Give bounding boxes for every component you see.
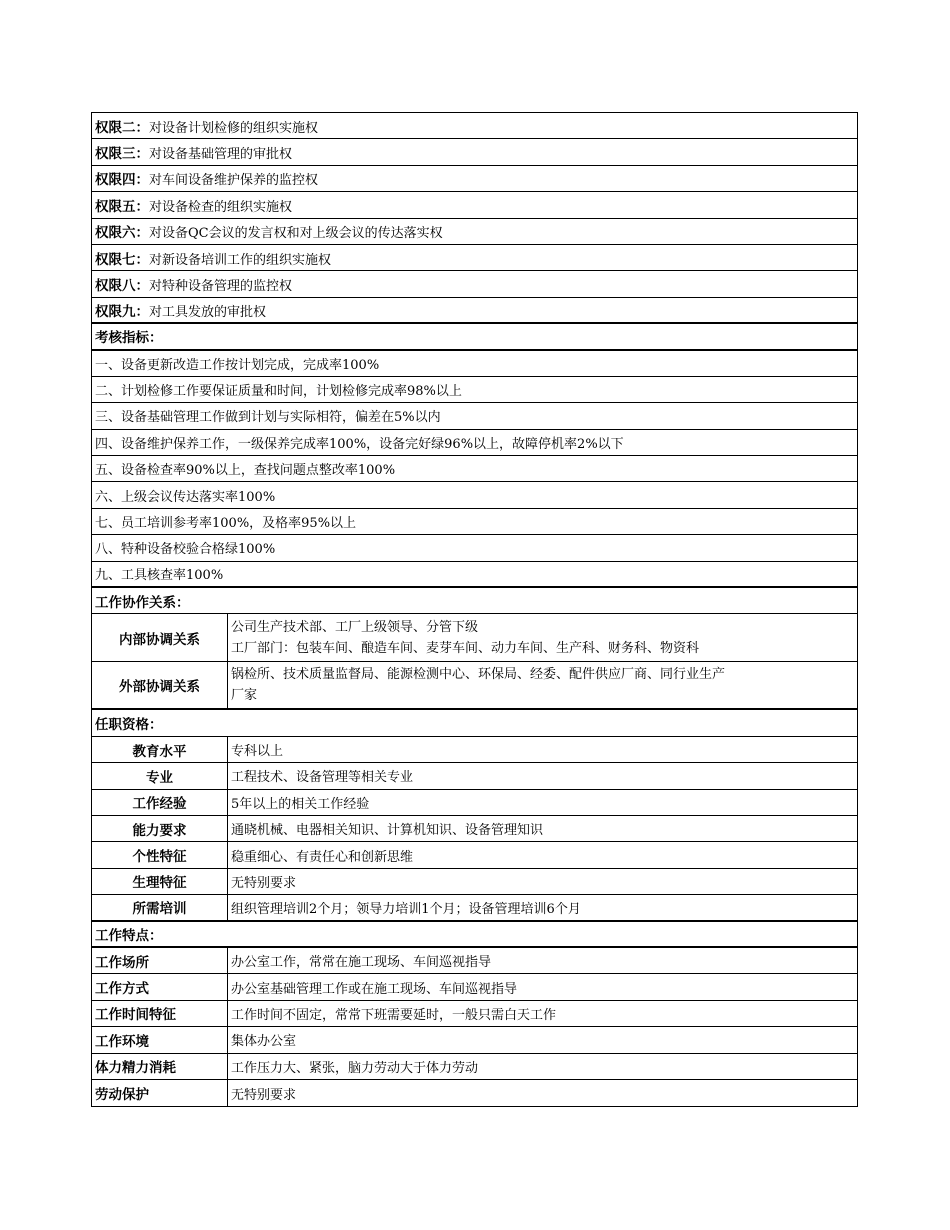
permission-row	[92, 245, 857, 271]
permission-text: 对设备QC会议的发言权和对上级会议的传达落实权	[149, 226, 443, 242]
work-feature-label: 工作方式	[92, 974, 228, 999]
permission-row	[92, 139, 857, 165]
permission-text: 对特种设备管理的监控权	[149, 279, 293, 295]
permission-label: 权限四：	[95, 172, 149, 189]
kpi-item: 六、上级会议传达落实率100%	[95, 489, 276, 505]
permission-label: 权限二：	[95, 119, 149, 136]
internal-relation-label: 内部协调关系	[92, 614, 228, 661]
cooperation-heading-row	[92, 588, 857, 614]
work-feature-label: 体力精力消耗	[92, 1054, 228, 1079]
permission-text: 对工具发放的审批权	[149, 304, 267, 320]
work-feature-label: 工作场所	[92, 948, 228, 973]
kpi-item: 一、设备更新改造工作按计划完成，完成率100%	[95, 357, 380, 373]
kpi-item: 二、计划检修工作要保证质量和时间，计划检修完成率98%以上	[95, 384, 462, 400]
work-feature-row	[92, 948, 857, 974]
internal-relation-row	[92, 614, 857, 662]
work-features-heading-row	[92, 922, 857, 948]
permission-text: 对设备计划检修的组织实施权	[149, 120, 319, 136]
section-heading: 考核指标：	[95, 330, 163, 347]
section-heading: 任职资格：	[95, 717, 163, 734]
kpi-row	[92, 403, 857, 429]
qualification-label: 生理特征	[92, 869, 228, 894]
permission-text: 对新设备培训工作的组织实施权	[149, 252, 332, 268]
work-feature-value: 无特别要求	[231, 1087, 297, 1103]
kpi-heading-row	[92, 324, 857, 350]
kpi-row	[92, 509, 857, 535]
external-relation-row	[92, 662, 857, 710]
work-feature-label: 工作时间特征	[92, 1001, 228, 1026]
work-feature-value: 集体办公室	[231, 1034, 297, 1050]
kpi-row	[92, 377, 857, 403]
permission-row	[92, 271, 857, 297]
work-feature-label: 工作环境	[92, 1027, 228, 1052]
permission-row	[92, 298, 857, 324]
permission-label: 权限六：	[95, 225, 149, 242]
section-heading: 工作协作关系：	[95, 594, 190, 611]
qualification-row	[92, 895, 857, 921]
kpi-item: 九、工具核查率100%	[95, 568, 224, 584]
work-feature-label: 劳动保护	[92, 1080, 228, 1106]
qualification-row	[92, 869, 857, 895]
permission-row	[92, 113, 857, 139]
permission-label: 权限九：	[95, 303, 149, 320]
qualification-label: 教育水平	[92, 737, 228, 762]
internal-relation-line: 工厂部门：包装车间、酿造车间、麦芽车间、动力车间、生产科、财务科、物资科	[231, 640, 700, 656]
work-feature-value: 工作压力大、紧张，脑力劳动大于体力劳动	[231, 1060, 479, 1076]
kpi-item: 八、特种设备校验合格绿100%	[95, 542, 276, 558]
kpi-row	[92, 456, 857, 482]
qualification-value: 稳重细心、有责任心和创新思维	[231, 849, 414, 865]
kpi-row	[92, 351, 857, 377]
qualification-label: 所需培训	[92, 895, 228, 919]
external-relation-label: 外部协调关系	[92, 662, 228, 708]
work-feature-row	[92, 974, 857, 1000]
work-feature-value: 工作时间不固定，常常下班需要延时，一般只需白天工作	[231, 1007, 557, 1023]
kpi-row	[92, 535, 857, 561]
qualification-value: 无特别要求	[231, 875, 297, 891]
qualification-label: 工作经验	[92, 790, 228, 815]
permission-text: 对设备检查的组织实施权	[149, 199, 293, 215]
qualification-label: 能力要求	[92, 816, 228, 841]
work-feature-value: 办公室基础管理工作或在施工现场、车间巡视指导	[231, 981, 518, 997]
work-feature-value: 办公室工作，常常在施工现场、车间巡视指导	[231, 955, 492, 971]
permission-label: 权限八：	[95, 278, 149, 295]
qualification-value: 专科以上	[231, 744, 284, 759]
permission-text: 对设备基础管理的审批权	[149, 147, 293, 163]
permission-row	[92, 219, 857, 245]
permission-row	[92, 192, 857, 218]
qualification-row	[92, 737, 857, 763]
kpi-row	[92, 562, 857, 588]
qualification-label: 个性特征	[92, 842, 228, 867]
work-feature-row	[92, 1001, 857, 1027]
work-feature-row	[92, 1054, 857, 1080]
kpi-item: 三、设备基础管理工作做到计划与实际相符，偏差在5%以内	[95, 410, 441, 426]
kpi-item: 五、设备检查率90%以上，查找问题点整改率100%	[95, 463, 396, 479]
kpi-item: 七、员工培训参考率100%，及格率95%以上	[95, 516, 357, 532]
permission-row	[92, 166, 857, 192]
qualifications-heading-row	[92, 710, 857, 736]
kpi-item: 四、设备维护保养工作，一级保养完成率100%，设备完好绿96%以上，故障停机率2%以下	[95, 436, 624, 452]
qualification-row	[92, 816, 857, 842]
kpi-row	[92, 482, 857, 508]
qualification-value: 工程技术、设备管理等相关专业	[231, 770, 414, 786]
qualification-value: 5年以上的相关工作经验	[231, 796, 370, 812]
qualification-row	[92, 790, 857, 816]
qualification-row	[92, 763, 857, 789]
external-relation-line: 锅检所、技术质量监督局、能源检测中心、环保局、经委、配件供应厂商、同行业生产	[231, 667, 726, 683]
qualification-label: 专业	[92, 763, 228, 788]
permission-label: 权限三：	[95, 146, 149, 163]
internal-relation-line: 公司生产技术部、工厂上级领导、分管下级	[231, 619, 479, 635]
qualification-row	[92, 842, 857, 868]
section-heading: 工作特点：	[95, 927, 163, 944]
work-feature-row	[92, 1027, 857, 1053]
qualification-value: 组织管理培训2个月；领导力培训1个月；设备管理培训6个月	[231, 901, 581, 917]
work-feature-row	[92, 1080, 857, 1106]
permission-label: 权限七：	[95, 251, 149, 268]
job-description-table	[91, 112, 858, 1107]
kpi-row	[92, 430, 857, 456]
qualification-value: 通晓机械、电器相关知识、计算机知识、设备管理知识	[231, 823, 544, 839]
external-relation-line: 厂家	[231, 688, 258, 704]
permission-label: 权限五：	[95, 198, 149, 215]
permission-text: 对车间设备维护保养的监控权	[149, 173, 319, 189]
